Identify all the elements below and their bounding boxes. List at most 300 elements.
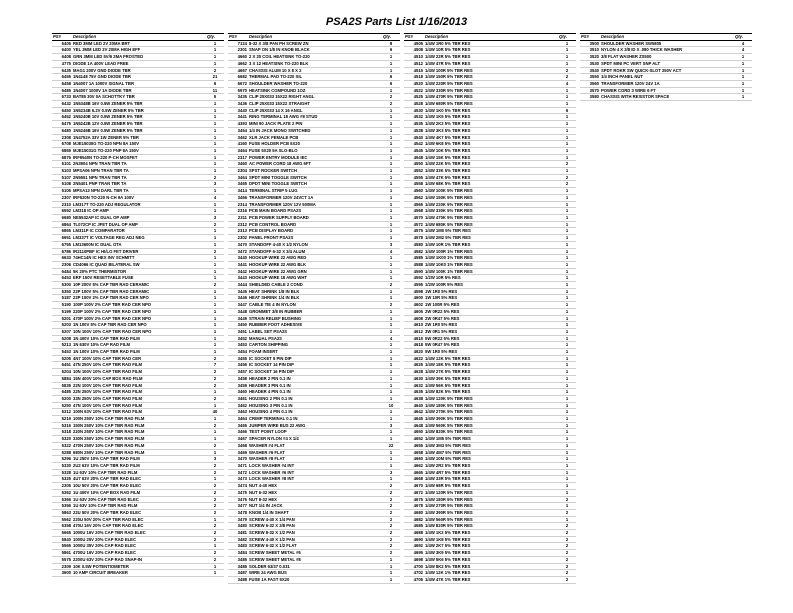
part-number: 3440: [228, 255, 248, 262]
part-number: 4672: [404, 489, 424, 496]
table-row: [404, 54, 576, 61]
part-description: LM311P IC COMPARATOR: [72, 228, 206, 235]
table-row: [404, 476, 576, 483]
part-number: 3435: [228, 94, 248, 101]
part-qty: 2: [206, 174, 224, 181]
part-number: 4638: [404, 395, 424, 402]
table-row: [404, 342, 576, 349]
part-qty: 1: [558, 402, 576, 409]
table-row: [228, 382, 400, 389]
part-number: 3468: [228, 442, 248, 449]
table-row: [404, 188, 576, 195]
table-row: [228, 449, 400, 456]
table-row: [228, 295, 400, 302]
table-row: [228, 556, 400, 563]
part-description: NUT 6-32 HEX: [248, 489, 382, 496]
part-description: 2W 1R0 5% RES: [424, 322, 558, 329]
part-number: 6680: [52, 214, 72, 221]
part-description: 1/4W 47R 5% TBR RES: [424, 60, 558, 67]
part-qty: 1: [558, 476, 576, 483]
part-number: 4558: [404, 181, 424, 188]
part-number: 6592: [52, 208, 72, 215]
table-row: [228, 530, 400, 537]
table-row: [228, 563, 400, 570]
table-row: [228, 550, 400, 557]
part-description: 1/4W 10K0 1% TBR RES: [424, 261, 558, 268]
part-number: 4548: [404, 154, 424, 161]
part-qty: 1: [558, 375, 576, 382]
part-description: SHIELDED CABLE 2 COND: [248, 282, 382, 289]
part-number: 3444: [228, 282, 248, 289]
table-row: [228, 456, 400, 463]
part-description: SPDT ROKR SW QUICK-SLOT 250V ACT: [600, 67, 734, 74]
part-description: HOUSING 4 PIN 0.1 IN: [248, 409, 382, 416]
part-qty: 6: [382, 74, 400, 81]
part-number: 6733: [52, 94, 72, 101]
part-qty: 1: [382, 315, 400, 322]
table-row: [52, 570, 224, 577]
part-qty: 1: [382, 214, 400, 221]
table-row: [228, 221, 400, 228]
part-description: HOUSING 2 PIN 0.1 IN: [248, 395, 382, 402]
part-number: 4393: [228, 121, 248, 128]
part-description: TL072CP IC JFET DUAL OP AMP: [72, 221, 206, 228]
header-ps: PS#: [404, 34, 424, 41]
part-qty: 7: [206, 362, 224, 369]
part-qty: 2: [558, 530, 576, 537]
table-row: [404, 556, 576, 563]
table-row: [52, 395, 224, 402]
part-description: MAG1 200V GND DIODE TBR: [72, 67, 206, 74]
part-number: 4510: [404, 54, 424, 61]
table-row: [228, 355, 400, 362]
part-qty: 1: [558, 489, 576, 496]
part-qty: 2: [382, 550, 400, 557]
table-row: [228, 255, 400, 262]
part-number: 3479: [228, 516, 248, 523]
part-qty: 1: [206, 101, 224, 108]
part-number: 5356: [52, 503, 72, 510]
part-description: 1/4W 270R 5% TBR RES: [424, 503, 558, 510]
table-row: [228, 80, 400, 87]
table-row: [228, 523, 400, 530]
part-description: 1U 400V 10% CAP BOX RAD FILM: [72, 489, 206, 496]
part-description: GROMMET 3/8 IN RUBBER: [248, 308, 382, 315]
part-description: 2N3904 NPN TRAN TBR TA: [72, 161, 206, 168]
part-qty: 8: [382, 40, 400, 47]
part-description: IC SOCKET 8 PIN DIP: [248, 355, 382, 362]
part-description: JUMPER WIRE BUS 22 AWG: [248, 422, 382, 429]
part-qty: 1: [558, 221, 576, 228]
part-qty: 3: [206, 456, 224, 463]
part-qty: 2: [558, 536, 576, 543]
part-qty: 1: [382, 349, 400, 356]
table-row: [404, 67, 576, 74]
table-row: [228, 235, 400, 242]
table-row: [228, 47, 400, 54]
table-row: [228, 375, 400, 382]
table-row: [52, 449, 224, 456]
table-row: [404, 489, 576, 496]
part-qty: 1: [558, 54, 576, 61]
part-description: LOCK WASHER #8 INT: [248, 476, 382, 483]
part-description: 1/4W 820K 5% TBR RES: [424, 429, 558, 436]
part-qty: 1: [206, 342, 224, 349]
table-row: [52, 255, 224, 262]
part-qty: 1: [382, 154, 400, 161]
part-number: 4532: [404, 114, 424, 121]
part-number: 4775: [52, 60, 72, 67]
part-number: 3454: [228, 127, 248, 134]
table-row: [228, 241, 400, 248]
part-qty: 2: [382, 509, 400, 516]
part-description: 1/4W 1K0 5% TBR RES: [424, 107, 558, 114]
table-row: [228, 302, 400, 309]
part-number: 4660: [228, 54, 248, 61]
table-row: [404, 355, 576, 362]
part-number: 3560: [580, 80, 600, 87]
table-row: [52, 436, 224, 443]
part-number: 4535: [404, 121, 424, 128]
part-description: STANDOFF 4-40 X 1/2 NYLON: [248, 241, 382, 248]
table-row: [580, 87, 752, 94]
part-number: 5316: [52, 422, 72, 429]
part-number: 5863: [52, 509, 72, 516]
table-row: [228, 429, 400, 436]
part-number: 2304: [228, 168, 248, 175]
table-row: [52, 94, 224, 101]
parts-table-3: [404, 33, 576, 584]
table-row: [404, 282, 576, 289]
table-row: [228, 107, 400, 114]
part-number: 2312: [228, 221, 248, 228]
table-row: [52, 40, 224, 47]
part-description: 680N 250V 10% CAP TBR RAD FILM: [72, 449, 206, 456]
part-description: SHOULDER WASHER TO-220: [248, 80, 382, 87]
table-row: [228, 134, 400, 141]
part-number: 4660: [404, 456, 424, 463]
part-number: 6458: [52, 80, 72, 87]
part-number: 2316: [228, 208, 248, 215]
part-description: 1/4W 33K 5% TBR RES: [424, 168, 558, 175]
part-description: 150N 250V 10% CAP TBR RAD FILM: [72, 422, 206, 429]
part-qty: 1: [558, 127, 576, 134]
table-row: [404, 74, 576, 81]
part-number: 3450: [228, 322, 248, 329]
part-qty: 3: [206, 214, 224, 221]
part-description: 1/4W 330K 5% TBR RES: [424, 208, 558, 215]
table-row: [404, 261, 576, 268]
table-row: [52, 101, 224, 108]
part-qty: 1: [206, 235, 224, 242]
part-description: PCB CONTROL BOARD: [248, 221, 382, 228]
table-row: [52, 188, 224, 195]
part-number: 3482: [228, 536, 248, 543]
part-number: 5575: [52, 556, 72, 563]
part-description: MPSA06 NPN TRAN TBR TA: [72, 168, 206, 175]
part-qty: 1: [558, 114, 576, 121]
part-qty: 2: [558, 496, 576, 503]
part-number: 3484: [228, 550, 248, 557]
part-description: 470N 250V 10% CAP TBR RAD FILM: [72, 442, 206, 449]
part-description: 1/4W 1M5 5% TBR RES: [424, 436, 558, 443]
part-number: 4612: [404, 328, 424, 335]
table-row: [52, 161, 224, 168]
part-number: 6672: [228, 80, 248, 87]
part-number: 4568: [404, 208, 424, 215]
table-row: [404, 375, 576, 382]
part-qty: 2: [558, 556, 576, 563]
table-row: [404, 114, 576, 121]
part-number: 4630: [404, 375, 424, 382]
part-number: 3451: [228, 328, 248, 335]
part-number: 4518: [404, 74, 424, 81]
table-row: [52, 322, 224, 329]
table-row: [52, 241, 224, 248]
part-description: HEADER 4 PIN 0.1 IN: [248, 389, 382, 396]
part-qty: 2: [206, 442, 224, 449]
part-qty: 1: [382, 563, 400, 570]
part-number: 6786: [52, 248, 72, 255]
part-number: 5835: [52, 382, 72, 389]
part-number: 5101: [52, 161, 72, 168]
part-number: 4505: [404, 40, 424, 47]
part-number: 4615: [404, 335, 424, 342]
table-row: [228, 228, 400, 235]
part-description: 1/4W 27K 5% TBR RES: [424, 369, 558, 376]
part-description: 100N 63V 10% CAP TBR RAD FILM: [72, 409, 206, 416]
part-description: 1/4W 100R 5% TBR RES: [424, 67, 558, 74]
part-qty: 2: [558, 523, 576, 530]
part-description: HOOKUP WIRE 22 AWG BLK: [248, 261, 382, 268]
part-description: 33N 250V 10% CAP TBR RAD FILM: [72, 395, 206, 402]
part-qty: 2: [206, 536, 224, 543]
part-qty: 1: [382, 235, 400, 242]
part-number: 3480: [228, 523, 248, 530]
part-description: 1/2W 100R 5% RES: [424, 282, 558, 289]
part-number: 4645: [404, 416, 424, 423]
table-row: [580, 80, 752, 87]
table-row: [228, 342, 400, 349]
part-qty: 1: [558, 469, 576, 476]
table-row: [404, 456, 576, 463]
part-number: 4512: [404, 60, 424, 67]
part-description: THERMAL PAD TO-220 SIL: [248, 74, 382, 81]
part-qty: 1: [558, 188, 576, 195]
part-qty: 1: [206, 416, 224, 423]
part-qty: 1: [382, 328, 400, 335]
part-number: 3478: [228, 509, 248, 516]
table-row: [404, 409, 576, 416]
part-description: 4U7 63V 20% CAP TBR RAD ELEC: [72, 476, 206, 483]
part-description: 1/4W 12K 1% TBR RES: [424, 570, 558, 577]
table-row: [228, 147, 400, 154]
part-description: 3W 0R1 5% RES: [424, 328, 558, 335]
table-row: [228, 214, 400, 221]
part-number: 6865: [52, 147, 72, 154]
table-row: [228, 161, 400, 168]
table-row: [52, 429, 224, 436]
part-description: TEST POINT LOOP: [248, 429, 382, 436]
part-number: 4670: [404, 483, 424, 490]
table-row: [52, 389, 224, 396]
part-number: 5203: [52, 322, 72, 329]
table-row: [52, 563, 224, 570]
part-qty: 1: [558, 241, 576, 248]
part-number: 5318: [52, 429, 72, 436]
part-description: WASHER #8 FLAT: [248, 456, 382, 463]
part-qty: 1: [558, 288, 576, 295]
part-description: 1/4W 820R 5% TBR RES: [424, 523, 558, 530]
part-description: 1/4W 120R 5% TBR RES: [424, 489, 558, 496]
part-qty: 1: [382, 416, 400, 423]
table-row: [228, 516, 400, 523]
part-qty: 2: [206, 67, 224, 74]
part-qty: 1: [206, 261, 224, 268]
part-number: 3530: [580, 60, 600, 67]
part-description: 1W 1R0 5% RES: [424, 288, 558, 295]
part-number: 4585: [404, 255, 424, 262]
table-row: [228, 201, 400, 208]
table-row: [404, 80, 576, 87]
part-number: 4560: [404, 188, 424, 195]
part-description: 5W 1R0 5% RES: [424, 349, 558, 356]
part-number: 3487: [228, 570, 248, 577]
table-row: [52, 503, 224, 510]
part-description: HEATSINK COMPOUND 1OZ: [248, 87, 382, 94]
part-qty: 2: [558, 181, 576, 188]
part-description: LM13600N IC DUAL OTA: [72, 241, 206, 248]
table-row: [52, 476, 224, 483]
part-qty: 1: [558, 516, 576, 523]
part-number: 5325: [52, 476, 72, 483]
part-description: LOCK WASHER #4 INT: [248, 463, 382, 470]
table-row: [52, 201, 224, 208]
part-qty: 2: [206, 550, 224, 557]
table-row: [52, 483, 224, 490]
table-row: [404, 503, 576, 510]
part-number: 5288: [52, 449, 72, 456]
part-qty: 1: [382, 436, 400, 443]
table-row: [228, 168, 400, 175]
table-row: [52, 168, 224, 175]
part-number: 4700: [404, 563, 424, 570]
part-qty: 1: [382, 60, 400, 67]
part-qty: 2: [206, 503, 224, 510]
part-number: 3465: [228, 422, 248, 429]
table-row: [404, 563, 576, 570]
part-number: 5861: [52, 550, 72, 557]
table-row: [52, 194, 224, 201]
part-number: 3457: [228, 369, 248, 376]
part-description: 1/4W 3K9 5% TBR RES: [424, 550, 558, 557]
part-qty: 1: [206, 127, 224, 134]
part-description: IC SOCKET 14 PIN DIP: [248, 362, 382, 369]
part-description: 1000U 35V 20% CAP RAD ELEC: [72, 543, 206, 550]
part-number: 4678: [404, 503, 424, 510]
header-qty: Qty.: [382, 34, 400, 41]
part-number: 5840: [52, 536, 72, 543]
part-qty: 2: [558, 576, 576, 583]
part-number: 3469: [228, 449, 248, 456]
part-qty: 2: [558, 543, 576, 550]
part-number: 4698: [404, 556, 424, 563]
table-row: [52, 543, 224, 550]
part-number: 5190: [52, 302, 72, 309]
part-qty: 2: [206, 530, 224, 537]
part-qty: 2: [206, 282, 224, 289]
part-number: 4588: [404, 261, 424, 268]
part-description: TRANSFORMER 120V 12V 500MA: [248, 201, 382, 208]
part-qty: 1: [382, 181, 400, 188]
table-row: [404, 107, 576, 114]
part-qty: 1: [206, 516, 224, 523]
part-number: 3459: [228, 382, 248, 389]
table-row: [404, 516, 576, 523]
header-qty: Qty.: [558, 34, 576, 41]
part-description: 1/4W 2R2 5% TBR RES: [424, 463, 558, 470]
part-description: 1/4W 15K 5% TBR RES: [424, 154, 558, 161]
part-qty: 1: [206, 47, 224, 54]
part-number: 3474: [228, 483, 248, 490]
part-qty: 1: [206, 60, 224, 67]
part-description: 1/4W 8K2 5% TBR RES: [424, 563, 558, 570]
table-row: [52, 221, 224, 228]
part-number: 3440: [228, 107, 248, 114]
part-qty: 2: [382, 282, 400, 289]
part-description: 1/4W 22R 5% TBR RES: [424, 54, 558, 61]
part-number: 5322: [52, 442, 72, 449]
part-number: 4608: [404, 315, 424, 322]
part-number: 4622: [404, 355, 424, 362]
part-description: SCREW 4-40 X 1/2 PAN: [248, 536, 382, 543]
part-description: DPDT MINI TOGGLE SWITCH: [248, 181, 382, 188]
table-row: [52, 214, 224, 221]
part-description: LOCK WASHER #6 INT: [248, 469, 382, 476]
part-qty: 1: [558, 248, 576, 255]
part-description: 1/4W 82K 5% TBR RES: [424, 389, 558, 396]
table-row: [404, 442, 576, 449]
part-qty: 2: [206, 375, 224, 382]
part-description: 1W 10R 5% RES: [424, 295, 558, 302]
part-description: 3/8 FLAT WASHER ZS500: [600, 54, 734, 61]
table-row: [228, 349, 400, 356]
part-qty: 1: [558, 442, 576, 449]
table-row: [404, 530, 576, 537]
part-description: SCREW 8-32 X 1/2 PAN: [248, 530, 382, 537]
part-description: NE5532AP IC DUAL OP AMP: [72, 214, 206, 221]
part-number: 4530: [404, 107, 424, 114]
header-qty: Qty.: [734, 34, 752, 41]
table-row: [52, 114, 224, 121]
part-description: 1/4W 560R 5% TBR RES: [424, 516, 558, 523]
part-qty: 1: [382, 288, 400, 295]
part-number: 4625: [404, 362, 424, 369]
page-title: PSA2S Parts List 1/16/2013: [325, 16, 468, 28]
part-qty: 1: [558, 235, 576, 242]
part-number: 4515: [404, 67, 424, 74]
part-number: 3471: [228, 463, 248, 470]
part-number: 5330: [52, 463, 72, 470]
table-row: [404, 174, 576, 181]
part-description: HEADER 3 PIN 0.1 IN: [248, 382, 382, 389]
part-description: 3 X 12 HEATSINK TO-220 BLK: [248, 60, 382, 67]
part-description: YEL 3MM LED 2V 20MA HIGH EFF: [72, 47, 206, 54]
part-number: 3458: [228, 375, 248, 382]
part-qty: 1: [206, 389, 224, 396]
part-qty: 2: [382, 483, 400, 490]
part-qty: 1: [206, 114, 224, 121]
